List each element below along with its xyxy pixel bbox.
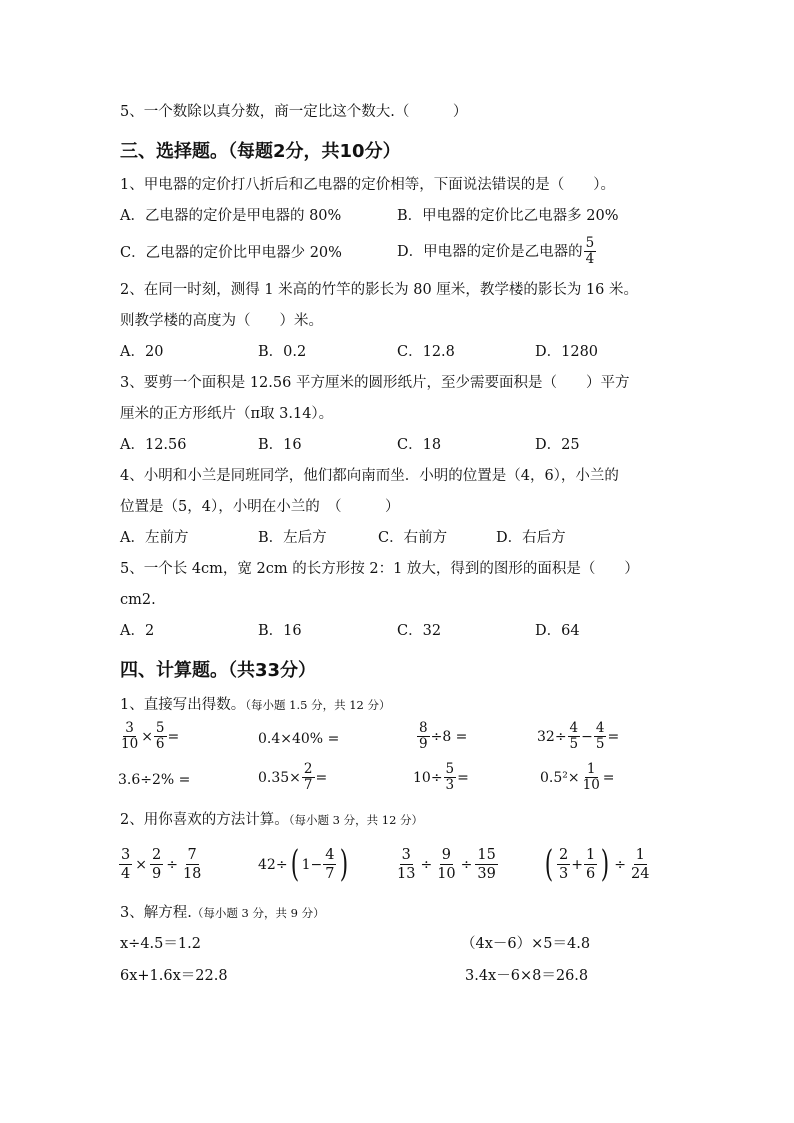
q4-option-c: C．右前方 bbox=[378, 530, 448, 546]
q4-option-a: A．左前方 bbox=[120, 530, 189, 546]
fraction-denominator: 18 bbox=[182, 866, 202, 882]
operator: + bbox=[571, 856, 584, 873]
q5-option-a: A．2 bbox=[120, 623, 155, 639]
fraction-denominator: 4 bbox=[121, 866, 131, 882]
equation-1: x÷4.5＝1.2 bbox=[120, 936, 201, 952]
q1-option-d-fraction bbox=[584, 236, 597, 267]
operator: ÷ bbox=[614, 856, 627, 873]
q3-option-c: C．18 bbox=[397, 437, 442, 453]
expression-prefix: 10÷ bbox=[413, 769, 443, 786]
operator: − bbox=[581, 728, 593, 745]
judge-item-5: 5、一个数除以真分数，商一定比这个数大.（ ） bbox=[120, 104, 468, 120]
fraction-numerator: 7 bbox=[187, 847, 197, 863]
fraction-denominator: 5 bbox=[569, 736, 579, 752]
fraction-denominator: 3 bbox=[559, 866, 569, 882]
p1-expr-6 bbox=[258, 762, 327, 793]
q5-stem-line1: 5、一个长 4cm，宽 2cm 的长方形按 2：1 放大，得到的图形的面积是（ ） bbox=[120, 561, 639, 577]
p2-label: 2、用你喜欢的方法计算。 bbox=[120, 812, 289, 828]
equals: = bbox=[167, 728, 180, 745]
q3-option-b: B．16 bbox=[258, 437, 302, 453]
q1-stem: 1、甲电器的定价打八折后和乙电器的定价相等，下面说法错误的是（ ）。 bbox=[120, 177, 615, 193]
q5-option-c: C．32 bbox=[397, 623, 442, 639]
fraction-numerator: 4 bbox=[569, 720, 579, 736]
p1-expr-1 bbox=[118, 721, 179, 752]
fraction-denominator: 7 bbox=[325, 866, 335, 882]
p1-heading bbox=[120, 695, 391, 715]
fraction-numerator: 15 bbox=[477, 847, 496, 863]
expression-prefix: 32÷ bbox=[537, 728, 567, 745]
expression-prefix: 0.5²× bbox=[540, 769, 580, 786]
fraction-numerator: 5 bbox=[445, 761, 455, 777]
fraction-numerator: 8 bbox=[419, 720, 428, 736]
operator: ÷ bbox=[460, 856, 473, 873]
fraction-denominator: 24 bbox=[631, 866, 650, 882]
p2-expr-1 bbox=[118, 846, 204, 883]
p1-expr-5: 3.6÷2% = bbox=[118, 772, 191, 788]
operator: × bbox=[135, 856, 147, 873]
operator: ÷ bbox=[166, 856, 178, 873]
p3-heading bbox=[120, 903, 325, 923]
fraction-numerator: 3 bbox=[401, 847, 411, 863]
q4-option-d: D．右后方 bbox=[496, 530, 566, 546]
q2-option-d: D．1280 bbox=[535, 344, 599, 360]
q2-stem-line2: 则教学楼的高度为（ ）米。 bbox=[120, 313, 323, 329]
p2-note: （每小题 3 分，共 12 分） bbox=[288, 813, 424, 827]
p1-expr-2: 0.4×40% = bbox=[258, 731, 340, 747]
fraction-numerator: 2 bbox=[559, 847, 569, 863]
fraction-denominator: 6 bbox=[155, 736, 165, 752]
right-paren: ) bbox=[340, 843, 349, 885]
fraction-numerator: 1 bbox=[586, 761, 596, 777]
fraction-numerator: 3 bbox=[121, 847, 131, 863]
fraction-numerator: 5 bbox=[585, 235, 595, 251]
fraction-denominator: 6 bbox=[586, 866, 596, 882]
q3-option-a: A．12.56 bbox=[120, 437, 187, 453]
fraction-denominator: 3 bbox=[445, 777, 455, 793]
equation-3: 6x+1.6x＝22.8 bbox=[120, 968, 228, 984]
operator: × bbox=[141, 728, 153, 745]
equals: = bbox=[607, 728, 620, 745]
fraction-denominator: 10 bbox=[437, 866, 456, 882]
right-paren: ) bbox=[601, 843, 610, 885]
fraction-numerator: 2 bbox=[151, 847, 162, 863]
equation-2: （4x－6）×5＝4.8 bbox=[461, 936, 591, 952]
left-paren: ( bbox=[544, 843, 554, 885]
section-4-title: 四、计算题。（共33分） bbox=[120, 660, 317, 681]
p1-expr-7 bbox=[413, 762, 469, 793]
fraction-denominator: 10 bbox=[582, 777, 600, 793]
equals: = bbox=[602, 769, 615, 786]
q3-option-d: D．25 bbox=[535, 437, 580, 453]
q3-stem-line1: 3、要剪一个面积是 12.56 平方厘米的圆形纸片，至少需要面积是（ ）平方 bbox=[120, 375, 630, 391]
p2-heading bbox=[120, 810, 423, 830]
p1-expr-4 bbox=[537, 721, 619, 752]
equals: = bbox=[315, 769, 328, 786]
fraction-numerator: 1 bbox=[635, 847, 645, 863]
fraction-numerator: 4 bbox=[325, 847, 335, 863]
p1-note: （每小题 1.5 分，共 12 分） bbox=[245, 698, 391, 712]
fraction-denominator: 7 bbox=[303, 777, 313, 793]
fraction-numerator: 1 bbox=[586, 847, 596, 863]
fraction-denominator: 9 bbox=[151, 866, 162, 882]
expression-rest: ÷8 = bbox=[430, 728, 468, 745]
q5-stem-line2: cm2. bbox=[120, 592, 156, 608]
q5-option-b: B．16 bbox=[258, 623, 302, 639]
fraction-numerator: 9 bbox=[441, 847, 452, 863]
fraction-numerator: 3 bbox=[125, 720, 134, 736]
fraction-denominator: 9 bbox=[419, 736, 428, 752]
left-paren: ( bbox=[290, 843, 299, 885]
expression-prefix: 0.35× bbox=[258, 769, 301, 786]
section-3-title: 三、选择题。（每题2分，共10分） bbox=[120, 141, 401, 162]
q2-option-a: A．20 bbox=[120, 344, 164, 360]
fraction-denominator: 5 bbox=[595, 736, 605, 752]
fraction-denominator: 10 bbox=[121, 736, 139, 752]
p1-expr-3 bbox=[416, 721, 467, 752]
q1-option-d bbox=[397, 236, 597, 267]
q1-option-c: C．乙电器的定价比甲电器少 20% bbox=[120, 245, 342, 261]
p3-label: 3、解方程. bbox=[120, 905, 192, 921]
p2-expr-2 bbox=[258, 843, 352, 885]
p1-expr-8 bbox=[540, 762, 615, 793]
q2-stem-line1: 2、在同一时刻，测得 1 米高的竹竿的影长为 80 厘米，教学楼的影长为 16 米。 bbox=[120, 282, 639, 298]
equation-4: 3.4x－6×8＝26.8 bbox=[465, 968, 589, 984]
q4-stem-line2: 位置是（5，4），小明在小兰的 （ ） bbox=[120, 499, 400, 515]
p3-note: （每小题 3 分，共 9 分） bbox=[191, 906, 325, 920]
fraction-denominator: 39 bbox=[477, 866, 496, 882]
expression-prefix: 42÷ bbox=[258, 856, 288, 873]
q2-option-b: B．0.2 bbox=[258, 344, 307, 360]
q5-option-d: D．64 bbox=[535, 623, 580, 639]
q1-option-d-text: D．甲电器的定价是乙电器的 bbox=[397, 243, 583, 260]
p2-expr-4 bbox=[542, 843, 652, 885]
q2-option-c: C．12.8 bbox=[397, 344, 455, 360]
fraction-numerator: 4 bbox=[595, 720, 605, 736]
fraction-numerator: 5 bbox=[155, 720, 165, 736]
p1-label: 1、直接写出得数。 bbox=[120, 697, 246, 713]
q1-option-a: A．乙电器的定价是甲电器的 80% bbox=[120, 208, 342, 224]
q4-stem-line1: 4、小明和小兰是同班同学，他们都向南而坐．小明的位置是（4，6），小兰的 bbox=[120, 468, 619, 484]
fraction-denominator: 4 bbox=[585, 251, 595, 267]
fraction-denominator: 13 bbox=[397, 866, 416, 882]
equals: = bbox=[457, 769, 469, 786]
fraction-numerator: 2 bbox=[303, 761, 313, 777]
q1-option-b: B．甲电器的定价比乙电器多 20% bbox=[397, 208, 619, 224]
p2-expr-3 bbox=[394, 846, 499, 883]
expression-part: 1− bbox=[301, 856, 323, 873]
q3-stem-line2: 厘米的正方形纸片（π取 3.14）。 bbox=[120, 406, 334, 422]
operator: ÷ bbox=[420, 856, 433, 873]
q4-option-b: B．左后方 bbox=[258, 530, 327, 546]
